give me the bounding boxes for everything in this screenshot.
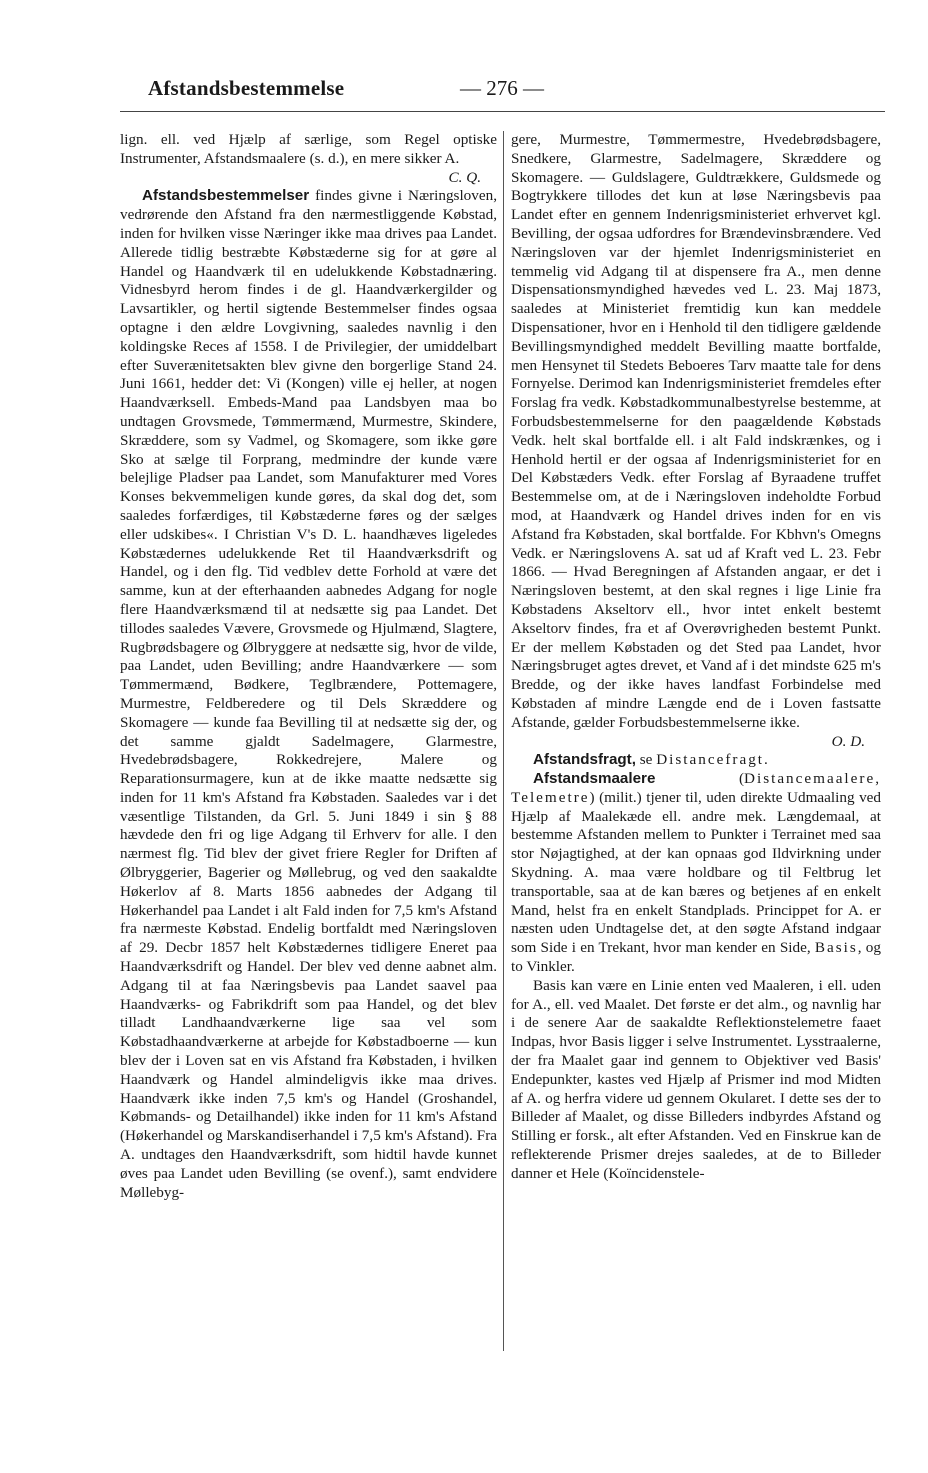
entry-headword: Afstandsfragt, [533,751,636,769]
paragraph [511,131,881,751]
emphasized-term: Basis [814,939,858,957]
paragraph-text: gere, Murmestre, Tømmermestre, Hvedebrødsbagere, Snedkere, Glarmestre, Sadelmagere, Skræddere og Skomagere. — Guldslagere, Guldtrækkere, Guldsmede og Bogtrykkere tillodes det kun at løse Næringsbevis paa Landet efter en gennem Indenrigsministeriet erhvervet kgl. Bevilling, der ogsaa udfordres for Brændevinsbrændere. Ved Næringsloven var der hjemlet Indenrigsministeriet en temmelig vid Adgang til at dispensere fra A., men denne Dispensationsmyndighed hævedes ved L. 23. Maj 1873, saaledes at Ministeriet fremtidig kun kan meddele Dispensationer, hvor en i Henhold til den tidligere gældende Bevillingsmyndighed meddelt Bevilling maatte bortfalde, men Hensynet til Stedets Beboeres Tarv maatte tale for dens Fornyelse. Derimod kan Indenrigsministeriet fremdeles efter Forslag fra vedk. Købstadkommunalbestyrelse bestemme, at Forbudsbestemmelserne for den paagældende Købstads Vedk. helt skal bortfalde ell. i alt Fald indskrænkes, og i Henhold hertil er der ogsaa af Indenrigsministeriet for en Del Købstæders Vedk. efter Forslag af Byraadene truffet Bestemmelse om, at de i Næringsloven indeholdte Forbud mod, at Haandværk og Handel drives inden for en vis Afstand fra Købstaden, skal bortfalde. For Kbhvn's Omegns Vedk. er Næringslovens A. sat ud af Kraft ved L. 23. Febr 1866. — Hvad Beregningen af Afstanden angaar, er det i Næringsloven bestemt, at den skal regnes i lige Linie fra Købstadens Akseltorv ell., hvor intet enkelt bestemt Akseltorv findes, fra et af Overøvrigheden bestemt Punkt. Er der mellem Købstaden og det Sted paa Landet, hvor Næringsbruget agtes drevet, et Vand af i det mindste 625 m's Bredde, og der ikke haves landfast Forbindelse med Købstaden af mindre Længde end de i Loven fastsatte Afstande, gælder Forbudsbestemmelserne ikke. [511,131,881,731]
author-signature: O. D. [831,732,865,750]
paragraph-text: ( [655,770,744,788]
paragraph-text: lign. ell. ved Hjælp af særlige, som Regel optiske Instrumenter, Afstandsmaalere (s. d.), en mere sikker A. [120,131,497,167]
paragraph [511,751,881,770]
paragraph-text: Basis kan være en Linie enten ved Maaleren, i ell. uden for A., ell. ved Maalet. Det første er det alm., og navnlig har i de senere Aar de saakaldte Reflektionstelemetre faaet Indpas, hvor Basis ligger i selve Instrumentet. Lysstraalerne, der fra Maalet gaar ind gennem to Objektiver ved Basis' Endepunkter, kastes ved Hjælp af Prismer ind mod Midten af A. og herfra videre ud gennem Okularet. I dette ses der to Billeder af Maalet, og disse Billeders indbyrdes Afstand og Stilling er forsk., alt efter Afstanden. Ved en Finskrue kan de reflekterende Prismer drejes saaledes, at de to Billeder danner et Hele (Koïncidenstele- [511,976,881,1182]
column-divider [503,131,504,1351]
cross-reference: Distancefragt. [656,751,770,769]
see-text: se [635,751,657,769]
page-header [148,76,882,104]
left-column [120,131,497,1202]
entry-headword: Afstandsmaalere [533,770,656,788]
entry-headword: Afstandsbestemmelser [142,187,310,205]
paragraph [511,977,881,1184]
paragraph-text: , og to Vinkler. [511,939,881,976]
paragraph [120,187,497,1202]
running-head: Afstandsbestemmelse [148,76,345,100]
paragraph [511,770,881,977]
author-signature: C. Q. [448,168,481,186]
page-number: — 276 — [460,76,544,100]
paragraph [120,131,497,187]
header-rule [120,111,885,112]
paragraph-text: ) (milit.) tjener til, uden direkte Udmaaling ved Hjælp af Maalekæde ell. andre mek. Længdemaal, at bestemme Afstanden mellem to Punkter i Terrainet med saa stor Nøjagtighed, at der kan opnaas god Ildvirkning under Skydning. A. maa være holdbare og til Feltbrug let transportable, saa at de kan bæres og betjenes af en enkelt Mand, helst fra en enkelt Standplads. Princippet for A. er næsten uden Undtagelse det, at den søgte Afstand indgaar som Side i en Trekant, hvor man kender en Side, [511,788,881,957]
paragraph-text: findes givne i Næringsloven, vedrørende den Afstand fra den nærmestliggende Købstad, inden for hvilken visse Næringer ikke maa drives paa Landet. Allerede tidlig bestræbte Købstæderne sig for at gøre al Handel og Haandværk til en udelukkende Købstadnæring. Vidnesbyrd herom findes i de gl. Haandværkergilder og Lavsartikler, og hertil sigtende Bestemmelser findes ogsaa optagne i den ældre Lovgivning, saaledes navnlig i den koldingske Reces af 1558. I de Privilegier, der umiddelbart efter Suverænitetsakten blev givne den borgerlige Stand 24. Juni 1661, hedder det: Vi (Kongen) ville ej heller, at nogen Haandværksell. Embeds-Mand paa Landsbyen maa bo undtagen Grovsmede, Tømmermænd, Murmestre, Skindere, Skræddere, som sy Vadmel, og Skomagere, som ikke gøre Sko at sælge til Forprang, medmindre der kunde være belejlige Pladser paa Landet, som Manufakturer med Vores Konses bekvemmeligen kunde gøres, da skal dog det, som saaledes forfærdiges, til Købstæderne føres og der sælges eller udskibes«. I Christian V's D. L. haandhæves ligeledes Købstædernes udelukkende Ret til Haandværksdrift og Handel, og i den flg. Tid vedblev dette Forhold at være det samme, kun at der efterhaanden aabnedes Adgang for nogle flere Haandværksmænd til at nedsætte sig paa Landet. Det tillodes saaledes Vævere, Grovsmede og Hjulmænd, Slagtere, Rugbrødsbagere og Ølbryggere at nedsætte sig, hvor de vilde, paa Landet, uden Bevilling; andre Haandværkere — som Tømmermænd, Bødkere, Teglbrændere, Pottemagere, Murmestre, Feldberedere og til Dels Skræddere og Skomagere — kunde faa Bevilling til at nedsætte sig der, og det samme gjaldt Sadelmagere, Glarmestre, Hvedebrødsbagere, Rokkedrejere, Malere og Reparationsurmagere, kun at de ikke maatte nedsætte sig inden for 11 km's Afstand fra Købstaden. Saaledes var i det væsentlige Tilstanden, da Grl. 5. Juni 1849 i sin § 88 hævdede den fri og lige Adgang til Erhverv for alle. I den nærmest flg. Tid blev der givet friere Regler for Driften af Ølbryggerier, Bagerier og Møllebrug, og ved den saakaldte Høkerlov af 8. Marts 1856 aabnedes der Adgang til Høkerhandel paa Landet i alt Fald inden for 7,5 km's Afstand fra nærmeste Købstad. Endelig bortfaldt med Næringsloven af 29. Decbr 1857 helt Købstædernes tidligere Eneret paa Haandværksdrift og Handel. Der blev ved denne aabnet alm. Adgang til at faa Næringsbevis paa Landet saavel paa Haandværks- og Fabrikdrift som paa Handel, og det blev tilladt Landhaandværkerne lige saa vel som Købstadhaandværkerne at arbejde for Købstadboerne — kun blev der i Loven sat en vis Afstand fra Købstaden, i hvilken Haandværk og Handel almindeligvis ikke maa drives. Haandværk ikke inden 7,5 km's og Handel (Groshandel, Købmands- og Detailhandel) ikke inden for 11 km's Afstand (Høkerhandel og Marskandiserhandel i 7,5 km's Afstand). Fra A. undtages den Haandværksdrift, som hidtil havde kunnet øves paa Landet uden Bevilling (se ovenf.), samt endvidere Møllebyg- [120,187,497,1201]
alternate-term: Distancemaalere, Telemetre [511,770,881,806]
right-column [511,131,881,1184]
